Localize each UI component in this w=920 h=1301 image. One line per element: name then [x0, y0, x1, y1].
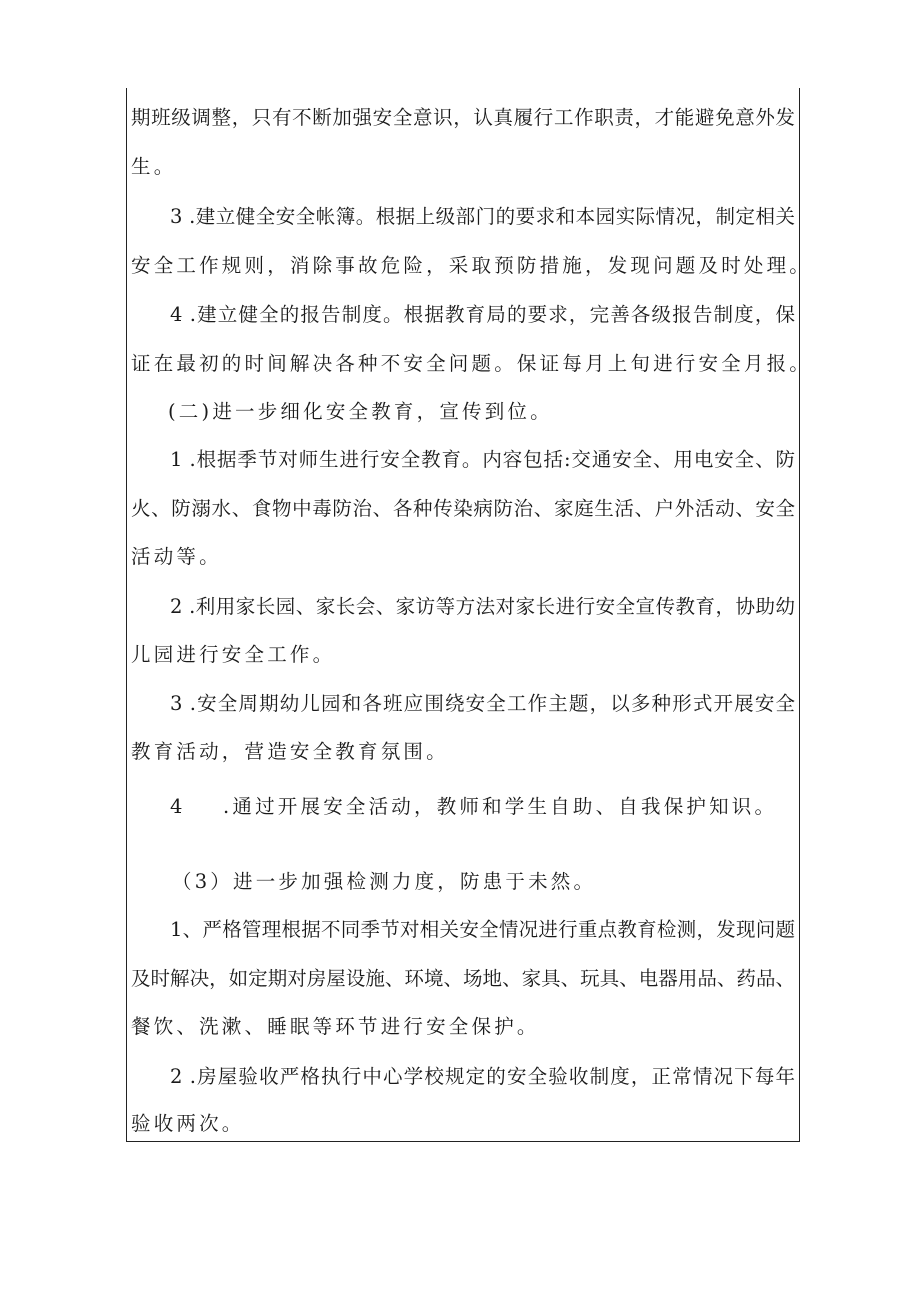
paragraph-line: 4 .建立健全的报告制度。根据教育局的要求，完善各级报告制度，保 [170, 303, 795, 326]
paragraph-line: 活动等。 [131, 545, 222, 568]
paragraph-line: 2 .房屋验收严格执行中心学校规定的安全验收制度，正常情况下每年 [170, 1065, 795, 1088]
paragraph-line: 期班级调整，只有不断加强安全意识，认真履行工作职责，才能避免意外发 [131, 106, 795, 129]
paragraph-line: 证在最初的时间解决各种不安全问题。保证每月上旬进行安全月报。 [131, 352, 813, 375]
paragraph-line: 餐饮、洗漱、睡眠等环节进行安全保护。 [131, 1015, 540, 1038]
paragraph-line: 及时解决，如定期对房屋设施、环境、场地、家具、玩具、电器用品、药品、 [131, 967, 795, 990]
paragraph-line: 火、防溺水、食物中毒防治、各种传染病防治、家庭生活、户外活动、安全 [131, 497, 795, 520]
paragraph-line: 4 .通过开展安全活动，教师和学生自助、自我保护知识。 [170, 795, 778, 818]
paragraph-line: 2 .利用家长园、家长会、家访等方法对家长进行安全宣传教育，协助幼 [170, 595, 795, 618]
paragraph-line: 3 .建立健全安全帐簿。根据上级部门的要求和本园实际情况，制定相关 [170, 205, 795, 228]
paragraph-line: 3 .安全周期幼儿园和各班应围绕安全工作主题，以多种形式开展安全 [170, 692, 795, 715]
paragraph-line: 验收两次。 [131, 1112, 245, 1135]
paragraph-line: 教育活动，营造安全教育氛围。 [131, 740, 449, 763]
paragraph-line: 1 .根据季节对师生进行安全教育。内容包括:交通安全、用电安全、防 [170, 448, 795, 471]
section-heading: （3）进一步加强检测力度，防患于未然。 [172, 870, 597, 893]
paragraph-line: 1、严格管理根据不同季节对相关安全情况进行重点教育检测，发现问题 [170, 918, 795, 941]
paragraph-line: 生。 [131, 155, 177, 178]
section-heading: (二)进一步细化安全教育，宣传到位。 [168, 400, 553, 423]
paragraph-line: 儿园进行安全工作。 [131, 643, 336, 666]
paragraph-line: 安全工作规则，消除事故危险，采取预防措施，发现问题及时处理。 [131, 254, 813, 277]
